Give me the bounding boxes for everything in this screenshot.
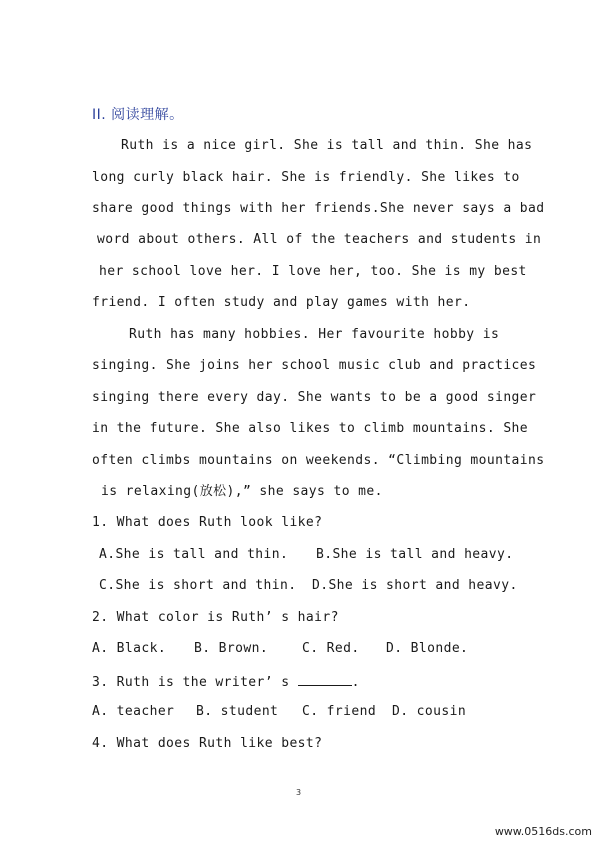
- passage-line: in the future. She also likes to climb mountains. She: [92, 421, 529, 436]
- passage-line: singing. She joins her school music club and practices: [92, 358, 537, 373]
- site-watermark: www.0516ds.com: [494, 825, 592, 838]
- question-2-option-a: A. Black.: [92, 641, 167, 656]
- question-1-option-c: C.She is short and thin.: [99, 578, 297, 593]
- question-2-option-d: D. Blonde.: [386, 641, 469, 656]
- passage-line: long curly black hair. She is friendly. She likes to: [92, 170, 520, 185]
- question-3-stem-text: 3. Ruth is the writer’ s: [92, 675, 298, 690]
- passage-line: friend. I often study and play games with her.: [92, 295, 471, 310]
- passage-line: often climbs mountains on weekends. “Climbing mountains: [92, 453, 545, 468]
- question-2-option-c: C. Red.: [302, 641, 360, 656]
- passage-line: Ruth is a nice girl. She is tall and thin. She has: [121, 138, 533, 153]
- question-3-stem: [92, 673, 360, 691]
- passage-line: her school love her. I love her, too. She is my best: [99, 264, 527, 279]
- passage-line: singing there every day. She wants to be a good singer: [92, 390, 537, 405]
- question-3-option-d: D. cousin: [392, 704, 467, 719]
- section-title: II. 阅读理解。: [92, 107, 184, 123]
- question-2-stem: 2. What color is Ruth’ s hair?: [92, 610, 339, 625]
- answer-blank: [298, 673, 352, 686]
- question-1-option-a: A.She is tall and thin.: [99, 547, 289, 562]
- passage-line: share good things with her friends.She never says a bad: [92, 201, 545, 216]
- passage-line: is relaxing(放松),” she says to me.: [101, 484, 383, 499]
- passage-line: Ruth has many hobbies. Her favourite hobby is: [129, 327, 500, 342]
- question-1-option-d: D.She is short and heavy.: [312, 578, 518, 593]
- question-3-stem-end: .: [351, 675, 360, 690]
- page-number: 3: [296, 788, 302, 797]
- question-3-option-c: C. friend: [302, 704, 377, 719]
- question-4-stem: 4. What does Ruth like best?: [92, 736, 323, 751]
- question-3-option-b: B. student: [196, 704, 279, 719]
- question-2-option-b: B. Brown.: [194, 641, 269, 656]
- question-1-stem: 1. What does Ruth look like?: [92, 515, 323, 530]
- passage-line: word about others. All of the teachers and students in: [97, 232, 542, 247]
- question-3-option-a: A. teacher: [92, 704, 175, 719]
- question-1-option-b: B.She is tall and heavy.: [316, 547, 514, 562]
